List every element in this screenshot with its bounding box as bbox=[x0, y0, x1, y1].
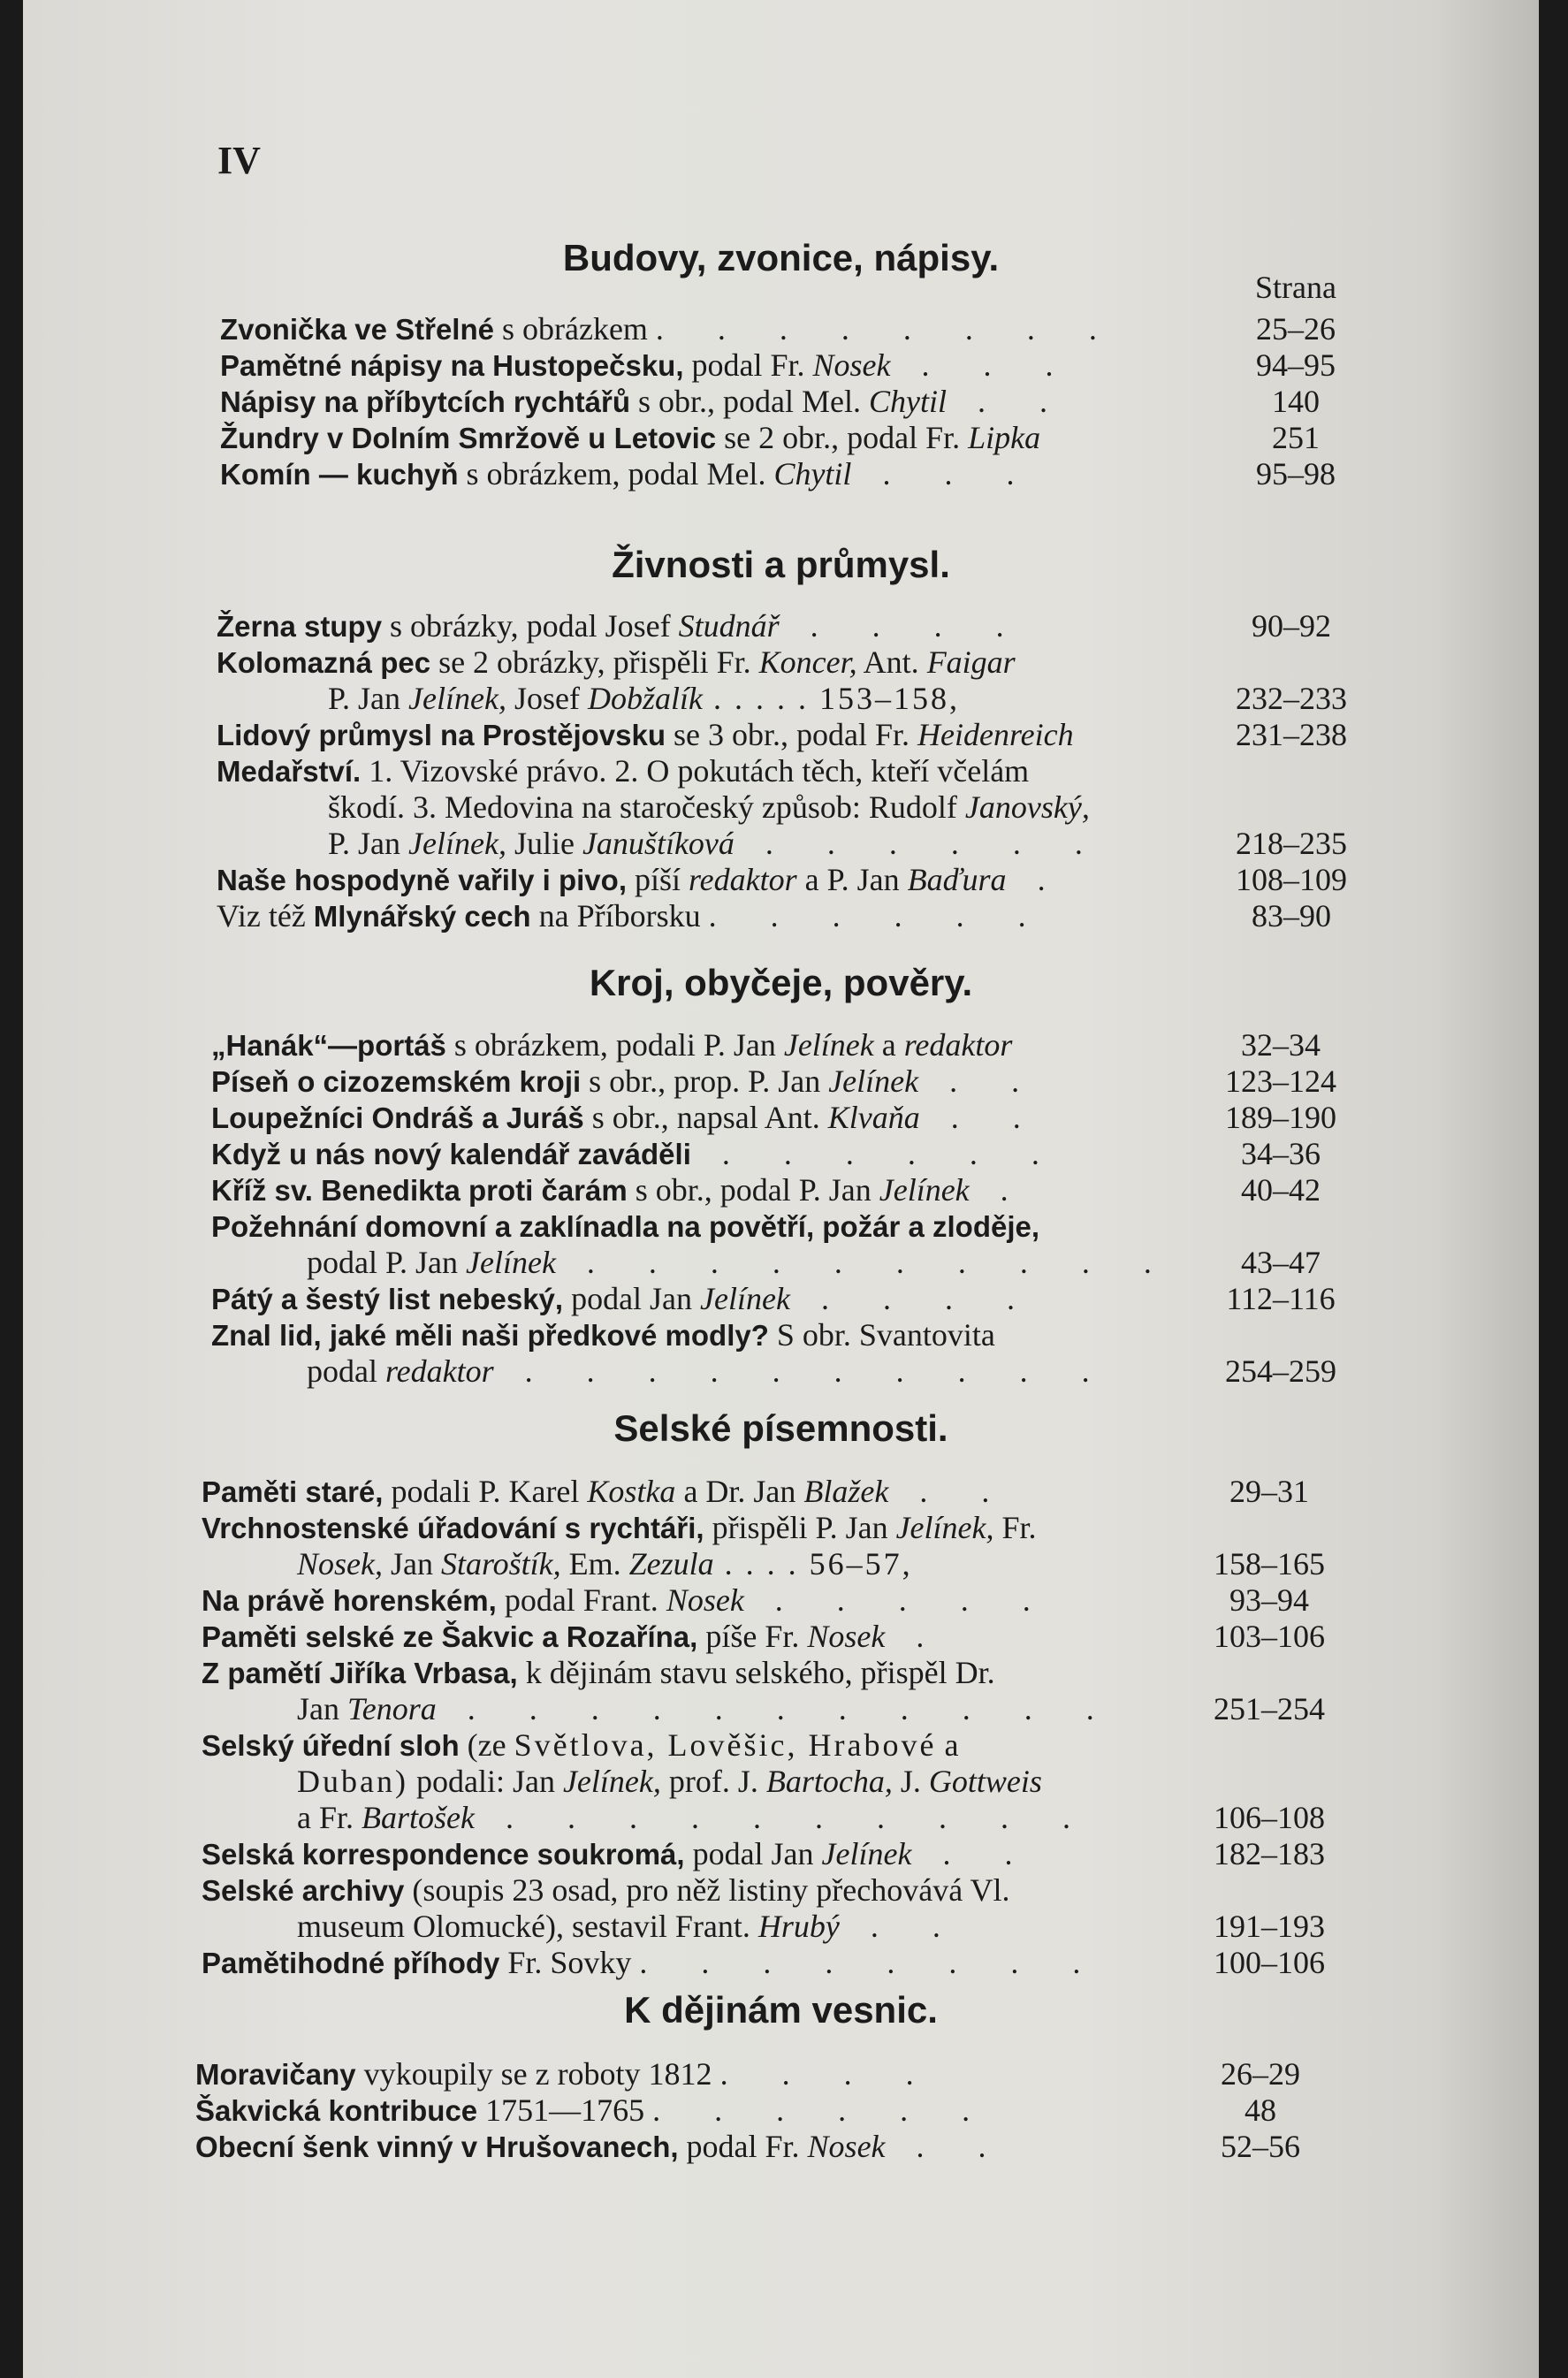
entry-text-part: Znal lid, jaké měli naši předkové modly? bbox=[211, 1319, 769, 1352]
toc-entry bbox=[23, 1510, 1539, 1546]
toc-entry bbox=[23, 311, 1539, 347]
entry-text-part: Selský úřední sloh bbox=[202, 1729, 460, 1762]
entry-text-part: Koncer, bbox=[758, 644, 857, 680]
section-heading: Selské písemnosti. bbox=[613, 1407, 948, 1449]
entry-text bbox=[328, 681, 960, 717]
entry-text-part: Duban) bbox=[297, 1764, 408, 1799]
entry-text bbox=[297, 1691, 1117, 1727]
entry-text bbox=[307, 1353, 1113, 1390]
entry-text-part: Z pamětí Jiříka Vrbasa, bbox=[202, 1657, 518, 1689]
entry-text-part: Studnář bbox=[678, 608, 780, 644]
leader-dots: . . . . . . . . . . bbox=[493, 1353, 1113, 1389]
entry-text-part: Jelínek bbox=[828, 1063, 919, 1099]
entry-pages: 103–106 bbox=[1214, 1619, 1325, 1654]
leader-dots: . . . . . . bbox=[734, 826, 1106, 861]
entry-text-part: Bartocha, bbox=[765, 1764, 893, 1799]
entry-text bbox=[202, 1836, 1035, 1872]
leader-dots: . bbox=[885, 1619, 948, 1654]
entry-pages: 34–36 bbox=[1241, 1136, 1321, 1171]
entry-text bbox=[217, 753, 1029, 789]
toc-entry bbox=[23, 420, 1539, 456]
entry-text bbox=[211, 1281, 1038, 1317]
entry-text-part: P. Jan bbox=[328, 826, 409, 861]
toc-entry bbox=[23, 1245, 1539, 1281]
entry-text-part: Jelínek bbox=[821, 1836, 912, 1871]
leader-dots: . . . . . . . . . . . bbox=[436, 1691, 1117, 1726]
leader-dots: . . . . . bbox=[743, 1582, 1054, 1618]
entry-text-part: (soupis 23 osad, pro něž listiny přechovává Vl. bbox=[404, 1872, 1010, 1908]
entry-text-part: Gottweis bbox=[928, 1764, 1042, 1799]
entry-text-part: s obr., podal Mel. bbox=[629, 384, 869, 419]
toc-entry bbox=[23, 1546, 1539, 1582]
entry-text-part: Jelínek bbox=[700, 1281, 790, 1316]
toc-entry bbox=[23, 1800, 1539, 1836]
entry-text-part: Kříž sv. Benedikta proti čarám bbox=[211, 1174, 628, 1207]
entry-text-part: škodí. 3. Medovina na staročeský způsob: Rudolf bbox=[328, 789, 965, 825]
entry-pages: 254–259 bbox=[1225, 1353, 1336, 1389]
leader-dots: . . bbox=[885, 2129, 1009, 2164]
toc-entry bbox=[23, 2092, 1539, 2129]
leader-dots: . bbox=[969, 1172, 1031, 1208]
entry-text-part: Selská korrespondence soukromá, bbox=[202, 1838, 685, 1871]
entry-text-part: Obecní šenk vinný v Hrušovanech, bbox=[195, 2130, 679, 2163]
entry-text-part: píše Fr. bbox=[697, 1619, 808, 1654]
entry-text-part: na Příborsku bbox=[530, 898, 709, 934]
section-entries bbox=[23, 608, 1539, 934]
toc-entry bbox=[23, 1317, 1539, 1353]
entry-text bbox=[202, 1619, 947, 1655]
entry-text-part: Viz též bbox=[217, 898, 314, 934]
leader-dots: . . . bbox=[851, 456, 1038, 492]
entry-text-part: Jelínek, bbox=[895, 1510, 994, 1545]
section-entries bbox=[23, 2056, 1539, 2165]
leader-dots: . . bbox=[919, 1100, 1044, 1135]
entry-text-part: Nosek bbox=[807, 2129, 886, 2164]
entry-pages: 189–190 bbox=[1225, 1100, 1336, 1135]
entry-text-part: . . . . . 153–158, bbox=[702, 681, 960, 716]
entry-text bbox=[195, 2056, 937, 2092]
leader-dots: . . . . . . . . . . bbox=[555, 1245, 1175, 1280]
entry-text-part: píší bbox=[626, 862, 689, 897]
entry-text-part: Em. bbox=[560, 1546, 629, 1582]
toc-entry bbox=[23, 608, 1539, 644]
toc-entry bbox=[23, 1281, 1539, 1317]
entry-text-part: 1751—1765 bbox=[477, 2092, 653, 2128]
entry-text bbox=[211, 1317, 995, 1353]
entry-text-part: J. bbox=[892, 1764, 929, 1799]
entry-text-part: Tenora bbox=[347, 1691, 437, 1726]
entry-text-part: Jelínek, bbox=[408, 826, 506, 861]
entry-text-part: s obrázkem, podal Mel. bbox=[458, 456, 774, 492]
toc-entry bbox=[23, 384, 1539, 420]
entry-text-part: Žundry v Dolním Smržově u Letovic bbox=[220, 422, 717, 454]
entry-text bbox=[211, 1100, 1044, 1136]
entry-pages: 83–90 bbox=[1252, 898, 1331, 934]
entry-pages: 90–92 bbox=[1252, 608, 1331, 644]
entry-text-part: 1. Vizovské právo. 2. O pokutách těch, kteří včelám bbox=[361, 753, 1030, 789]
entry-text-part: podal Frant. bbox=[496, 1582, 666, 1618]
entry-text bbox=[195, 2129, 1009, 2165]
entry-text-part: Šakvická kontribuce bbox=[195, 2094, 478, 2127]
entry-text-part: Heidenreich bbox=[917, 717, 1074, 752]
entry-text-part: redaktor bbox=[384, 1353, 494, 1389]
entry-text-part: podali: Jan bbox=[407, 1764, 563, 1799]
toc-entry bbox=[23, 1027, 1539, 1063]
toc-entry bbox=[23, 1208, 1539, 1245]
entry-pages: 251–254 bbox=[1214, 1691, 1325, 1726]
entry-text-part: Pátý a šestý list nebeský, bbox=[211, 1283, 564, 1315]
toc-entry bbox=[23, 717, 1539, 753]
entry-text-part: Žerna stupy bbox=[217, 610, 383, 643]
leader-dots: . . . . bbox=[779, 608, 1027, 644]
entry-text bbox=[217, 898, 1049, 934]
toc-entry bbox=[23, 826, 1539, 862]
entry-pages: 112–116 bbox=[1226, 1281, 1336, 1316]
leader-dots: . . . . . . . . . . bbox=[474, 1800, 1093, 1835]
section-entries bbox=[23, 311, 1539, 492]
page-number: IV bbox=[217, 139, 261, 182]
entry-text-part: se 3 obr., podal Fr. bbox=[666, 717, 917, 752]
section-heading: K dějinám vesnic. bbox=[624, 1989, 938, 2031]
entry-text-part: P. Jan bbox=[328, 681, 409, 716]
leader-dots: . . . . bbox=[719, 2056, 937, 2092]
section-heading: Kroj, obyčeje, pověry. bbox=[589, 962, 973, 1003]
entry-text-part: . . . . 56–57, bbox=[713, 1546, 913, 1582]
page-column-label: Strana bbox=[1255, 270, 1336, 305]
entry-pages: 93–94 bbox=[1229, 1582, 1309, 1618]
entry-text-part: Staroštík, bbox=[440, 1546, 561, 1582]
toc-entry bbox=[23, 1474, 1539, 1510]
entry-text-part: Světlova, Lověšic, Hrabové bbox=[514, 1727, 937, 1763]
entry-text bbox=[220, 384, 1070, 420]
entry-pages: 43–47 bbox=[1241, 1245, 1321, 1280]
leader-dots: . . bbox=[918, 1063, 1043, 1099]
entry-text-part: Nosek, bbox=[297, 1546, 383, 1582]
toc-entry bbox=[23, 456, 1539, 492]
entry-text-part: Lidový průmysl na Prostějovsku bbox=[217, 719, 666, 751]
toc-entry bbox=[23, 1172, 1539, 1208]
leader-dots: . . . . bbox=[789, 1281, 1038, 1316]
entry-text-part: Zvonička ve Střelné bbox=[220, 313, 494, 346]
entry-text-part: s obrázkem bbox=[493, 311, 656, 347]
entry-text-part: Mlynářský cech bbox=[313, 900, 531, 933]
toc-entry bbox=[23, 1136, 1539, 1172]
entry-text-part: Loupežníci Ondráš a Juráš bbox=[211, 1101, 584, 1134]
entry-text-part: Píseň o cizozemském kroji bbox=[211, 1065, 582, 1098]
entry-text-part: Zezula bbox=[628, 1546, 714, 1582]
entry-pages: 140 bbox=[1272, 384, 1320, 419]
entry-text bbox=[307, 1245, 1175, 1281]
leader-dots: . . bbox=[911, 1836, 1036, 1871]
entry-pages: 32–34 bbox=[1241, 1027, 1321, 1063]
entry-pages: 48 bbox=[1245, 2092, 1276, 2128]
entry-text-part: Naše hospodyně vařily i pivo, bbox=[217, 864, 627, 896]
entry-text-part: Paměti staré, bbox=[202, 1475, 384, 1508]
toc-entry bbox=[23, 1655, 1539, 1691]
entry-text-part: se 2 obr., podal Fr. bbox=[716, 420, 969, 455]
entry-text bbox=[217, 862, 1069, 898]
entry-text-part: Jelínek bbox=[466, 1245, 556, 1280]
entry-text-part: S obr. Svantovita bbox=[768, 1317, 995, 1353]
entry-text bbox=[297, 1909, 963, 1945]
entry-text-part: Kostka bbox=[587, 1474, 676, 1509]
section-entries bbox=[23, 1474, 1539, 1981]
entry-text-part: Hrubý bbox=[757, 1909, 840, 1944]
entry-pages: 40–42 bbox=[1241, 1172, 1321, 1208]
toc-entry bbox=[23, 1764, 1539, 1800]
entry-text-part: Nosek bbox=[807, 1619, 886, 1654]
toc-entry bbox=[23, 862, 1539, 898]
toc-entry bbox=[23, 753, 1539, 789]
entry-pages: 231–238 bbox=[1236, 717, 1347, 752]
entry-text-part: (ze bbox=[459, 1727, 514, 1763]
entry-text bbox=[211, 1208, 1039, 1245]
entry-text-part: Požehnání domovní a zaklínadla na povětří, požár a zloděje, bbox=[211, 1210, 1040, 1243]
entry-text-part: Na právě horenském, bbox=[202, 1584, 497, 1617]
entry-text-part: Chytil bbox=[868, 384, 947, 419]
entry-text-part: Vrchnostenské úřadování s rychtáři, bbox=[202, 1512, 704, 1544]
toc-entry bbox=[23, 1100, 1539, 1136]
toc-entry bbox=[23, 1945, 1539, 1981]
entry-text-part: vykoupily se z roboty 1812 bbox=[355, 2056, 720, 2092]
entry-text bbox=[202, 1727, 958, 1764]
entry-pages: 232–233 bbox=[1236, 681, 1347, 716]
entry-text-part: Kolomazná pec bbox=[217, 646, 431, 679]
entry-text bbox=[220, 347, 1077, 384]
entry-pages: 158–165 bbox=[1214, 1546, 1325, 1582]
section-entries bbox=[23, 1027, 1539, 1390]
entry-text-part: podali P. Karel bbox=[383, 1474, 588, 1509]
leader-dots: . . bbox=[839, 1909, 963, 1944]
entry-text bbox=[217, 608, 1027, 644]
entry-text-part: podal P. Jan bbox=[307, 1245, 466, 1280]
entry-text-part: Jelínek, bbox=[408, 681, 506, 716]
entry-text-part: Klvaňa bbox=[827, 1100, 920, 1135]
entry-pages: 95–98 bbox=[1256, 456, 1336, 492]
entry-text bbox=[211, 1027, 1012, 1063]
entry-text bbox=[195, 2092, 993, 2129]
entry-text-part: Fr. bbox=[993, 1510, 1037, 1545]
toc-entry bbox=[23, 1727, 1539, 1764]
leader-dots: . . . . . . . . bbox=[655, 311, 1120, 347]
toc-entry bbox=[23, 1582, 1539, 1619]
entry-text-part: Baďura bbox=[907, 862, 1007, 897]
leader-dots: . . . bbox=[890, 347, 1077, 383]
leader-dots: . . bbox=[888, 1474, 1013, 1509]
entry-text bbox=[220, 311, 1120, 347]
entry-text-part: s obrázky, podal Josef bbox=[382, 608, 679, 644]
entry-text bbox=[297, 1764, 1042, 1800]
entry-text-part: Josef bbox=[506, 681, 588, 716]
entry-text bbox=[297, 1800, 1093, 1836]
entry-text-part: Blažek bbox=[803, 1474, 889, 1509]
toc-entry bbox=[23, 1872, 1539, 1909]
entry-text-part: redaktor bbox=[689, 862, 797, 897]
entry-text bbox=[202, 1510, 1037, 1546]
leader-dots: . . bbox=[946, 384, 1070, 419]
entry-text bbox=[211, 1063, 1042, 1100]
entry-text-part: Nosek bbox=[812, 347, 891, 383]
entry-pages: 25–26 bbox=[1256, 311, 1336, 347]
entry-pages: 251 bbox=[1272, 420, 1320, 455]
entry-text-part: přispěli P. Jan bbox=[704, 1510, 896, 1545]
entry-text-part: Dobžalík bbox=[587, 681, 703, 716]
entry-text-part: se 2 obrázky, přispěli Fr. bbox=[430, 644, 759, 680]
entry-text-part: Nosek bbox=[666, 1582, 744, 1618]
entry-text-part: Bartošek bbox=[362, 1800, 475, 1835]
toc-entry bbox=[23, 2056, 1539, 2092]
entry-text-part: Julie bbox=[506, 826, 582, 861]
entry-pages: 218–235 bbox=[1236, 826, 1347, 861]
entry-text-part: Nápisy na příbytcích rychtářů bbox=[220, 385, 630, 418]
entry-text bbox=[211, 1136, 1062, 1172]
toc-entry bbox=[23, 789, 1539, 826]
entry-text-part: Jelínek bbox=[879, 1172, 970, 1208]
entry-text-part: podal Jan bbox=[563, 1281, 701, 1316]
entry-text bbox=[202, 1474, 1012, 1510]
entry-text-part: „Hanák“—portáš bbox=[211, 1029, 446, 1062]
entry-pages: 123–124 bbox=[1225, 1063, 1336, 1099]
entry-text-part: Komín — kuchyň bbox=[220, 458, 459, 491]
entry-pages: 100–106 bbox=[1214, 1945, 1325, 1980]
entry-text-part: Pamětihodné příhody bbox=[202, 1947, 500, 1979]
entry-pages: 108–109 bbox=[1236, 862, 1347, 897]
entry-text bbox=[202, 1582, 1054, 1619]
toc-entry bbox=[23, 898, 1539, 934]
entry-text bbox=[202, 1872, 1010, 1909]
entry-text-part: Fr. Sovky bbox=[499, 1945, 640, 1980]
entry-text-part: Jan bbox=[297, 1691, 347, 1726]
entry-text-part: Moravičany bbox=[195, 2058, 356, 2091]
entry-text-part: s obrázkem, podali P. Jan bbox=[445, 1027, 784, 1063]
entry-pages: 26–29 bbox=[1221, 2056, 1300, 2092]
entry-text bbox=[328, 789, 1090, 826]
entry-text-part: prof. J. bbox=[660, 1764, 766, 1799]
book-page bbox=[23, 0, 1539, 2378]
entry-text-part: a Fr. bbox=[297, 1800, 362, 1835]
section-heading: Živnosti a průmysl. bbox=[612, 544, 950, 585]
entry-pages: 106–108 bbox=[1214, 1800, 1325, 1835]
leader-dots: . . . . . . bbox=[652, 2092, 993, 2128]
entry-text bbox=[328, 826, 1106, 862]
entry-text-part: Januštíková bbox=[582, 826, 735, 861]
leader-dots: . . . . . . bbox=[690, 1136, 1062, 1171]
entry-pages: 191–193 bbox=[1214, 1909, 1325, 1944]
entry-text-part: s obr., prop. P. Jan bbox=[581, 1063, 829, 1099]
entry-pages: 29–31 bbox=[1229, 1474, 1309, 1509]
toc-entry bbox=[23, 644, 1539, 681]
entry-text-part: podal Fr. bbox=[678, 2129, 808, 2164]
leader-dots: . . . . . . . . bbox=[639, 1945, 1104, 1980]
entry-text bbox=[297, 1546, 913, 1582]
entry-text-part: Pamětné nápisy na Hustopečsku, bbox=[220, 349, 684, 382]
toc-entry bbox=[23, 1353, 1539, 1390]
toc-entry bbox=[23, 1909, 1539, 1945]
entry-text-part: redaktor bbox=[903, 1027, 1013, 1063]
entry-text-part: museum Olomucké), sestavil Frant. bbox=[297, 1909, 758, 1944]
entry-pages: 94–95 bbox=[1256, 347, 1336, 383]
entry-text-part: s obr., podal P. Jan bbox=[627, 1172, 879, 1208]
entry-text-part: Janovský, bbox=[964, 789, 1090, 825]
entry-text-part: Když u nás nový kalendář zaváděli bbox=[211, 1138, 691, 1170]
entry-text-part: a bbox=[873, 1027, 904, 1063]
entry-text-part: Selské archivy bbox=[202, 1874, 405, 1907]
entry-text-part: s obr., napsal Ant. bbox=[583, 1100, 828, 1135]
entry-text-part: Jan bbox=[382, 1546, 441, 1582]
toc-entry bbox=[23, 347, 1539, 384]
entry-text-part: a bbox=[936, 1727, 959, 1763]
leader-dots: . bbox=[1006, 862, 1069, 897]
entry-text-part: Jelínek, bbox=[562, 1764, 661, 1799]
section-heading: Budovy, zvonice, nápisy. bbox=[562, 237, 1000, 278]
leader-dots: . . . . . . bbox=[708, 898, 1049, 934]
entry-text-part: podal Fr. bbox=[683, 347, 813, 383]
entry-text bbox=[217, 644, 1016, 681]
toc-entry bbox=[23, 1691, 1539, 1727]
entry-text bbox=[220, 456, 1037, 492]
entry-text bbox=[202, 1945, 1103, 1981]
entry-text-part: a Dr. Jan bbox=[675, 1474, 804, 1509]
toc-entry bbox=[23, 2129, 1539, 2165]
entry-text-part: Lipka bbox=[968, 420, 1041, 455]
entry-text-part: a P. Jan bbox=[796, 862, 908, 897]
entry-text bbox=[202, 1655, 995, 1691]
entry-text bbox=[217, 717, 1074, 753]
entry-pages: 52–56 bbox=[1221, 2129, 1300, 2164]
entry-text bbox=[220, 420, 1040, 456]
toc-entry bbox=[23, 681, 1539, 717]
entry-text-part: Ant. bbox=[856, 644, 927, 680]
entry-text bbox=[211, 1172, 1031, 1208]
entry-pages: 182–183 bbox=[1214, 1836, 1325, 1871]
entry-text-part: Medařství. bbox=[217, 755, 362, 788]
toc-entry bbox=[23, 1063, 1539, 1100]
toc-entry bbox=[23, 1619, 1539, 1655]
entry-text-part: Faigar bbox=[926, 644, 1016, 680]
entry-text-part: Paměti selské ze Šakvic a Rozařína, bbox=[202, 1620, 698, 1653]
entry-text-part: Chytil bbox=[773, 456, 852, 492]
entry-text-part: k dějinám stavu selského, přispěl Dr. bbox=[517, 1655, 995, 1690]
entry-text-part: podal Jan bbox=[684, 1836, 822, 1871]
entry-text-part: podal bbox=[307, 1353, 385, 1389]
entry-text-part: Jelínek bbox=[783, 1027, 874, 1063]
toc-entry bbox=[23, 1836, 1539, 1872]
